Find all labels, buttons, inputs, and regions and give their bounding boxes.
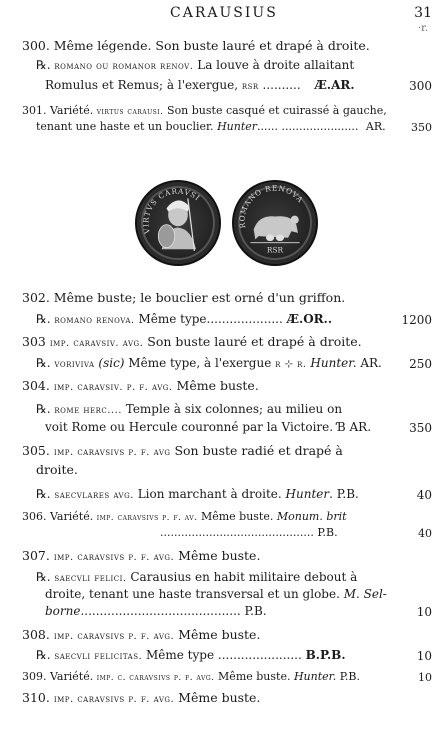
entry-301-price: 350 bbox=[411, 121, 432, 134]
legend: imp. caravsivs p. f. avg. bbox=[53, 552, 175, 563]
text: Même buste. bbox=[174, 690, 261, 705]
metal: P.B. bbox=[336, 670, 360, 683]
entry-307-line-3 bbox=[45, 587, 387, 601]
reverse-text: La louve à droite allaitant bbox=[193, 58, 355, 72]
text: 305. bbox=[22, 443, 54, 458]
leader-dots: ...... ...................... bbox=[257, 120, 359, 133]
metal: Ɓ AR. bbox=[333, 420, 372, 434]
obverse-legend: VIRTVS CARAVSI bbox=[141, 186, 203, 235]
metal: AR. bbox=[365, 120, 386, 133]
page-title: CARAUSIUS bbox=[170, 5, 278, 21]
entry-305-reverse bbox=[36, 487, 359, 501]
entry-305-line-1 bbox=[22, 443, 343, 458]
metal: . P.B. bbox=[329, 487, 359, 501]
entry-303-reverse bbox=[36, 356, 382, 370]
entry-304-line-3 bbox=[45, 420, 371, 434]
reference: Hunter. bbox=[306, 356, 357, 370]
reference: Hunter bbox=[285, 487, 330, 501]
entry-310-line-1 bbox=[22, 690, 260, 705]
entry-306-price: 40 bbox=[418, 527, 432, 540]
reference: M. Sel- bbox=[343, 587, 387, 601]
reverse-text: Même type, à l'exergue bbox=[124, 356, 276, 370]
text: voit Rome ou Hercule couronné par la Victoire. bbox=[45, 420, 334, 434]
entry-308-reverse bbox=[36, 648, 346, 662]
reverse-text: Carausius en habit militaire debout à bbox=[126, 570, 358, 584]
text: 309. Variété. bbox=[22, 670, 97, 683]
reverse-symbol: ℞. bbox=[36, 570, 51, 584]
entry-307-reverse bbox=[36, 570, 357, 584]
reference: Hunter bbox=[217, 120, 258, 133]
text: droite, tenant une haste transversal et un globe. bbox=[45, 587, 344, 601]
sic-note: (sic) bbox=[94, 356, 125, 370]
reverse-legend: romano ou romanor renov. bbox=[54, 61, 194, 72]
entry-300-line-1: 300. Même légende. Son buste lauré et drapé à droite. bbox=[22, 38, 370, 53]
legend: imp. caravsivs p. f. av. bbox=[96, 513, 198, 523]
entry-302-price: 1200 bbox=[401, 313, 432, 327]
reverse-symbol: ℞. bbox=[36, 356, 51, 370]
legend: imp. caravsivs p. f. avg. bbox=[53, 694, 175, 705]
entry-304-line-1 bbox=[22, 378, 259, 393]
metal: AR. bbox=[356, 356, 382, 370]
coin-obverse-drawing bbox=[137, 182, 219, 264]
text: 306. Variété. bbox=[22, 510, 97, 523]
text: Même buste. bbox=[197, 510, 277, 523]
metal: Æ.OR.. bbox=[286, 312, 332, 326]
reverse-legend: voriviva bbox=[54, 359, 95, 370]
legend: imp. caravsiv. avg. bbox=[49, 338, 144, 349]
coin-obverse-image bbox=[135, 180, 221, 266]
reverse-symbol: ℞. bbox=[36, 648, 51, 662]
coin-reverse-drawing bbox=[234, 182, 316, 264]
entry-300-line-3 bbox=[45, 78, 355, 92]
reverse-legend: romano renova. bbox=[54, 315, 135, 326]
reference: Monum. brit bbox=[276, 510, 347, 523]
legend: imp. caravsiv. p. f. avg. bbox=[53, 382, 173, 393]
metal: Æ.AR. bbox=[314, 78, 355, 92]
reverse-text: Même type ...................... bbox=[142, 648, 302, 662]
leader-dots: .......... bbox=[258, 78, 301, 92]
entry-303-price: 250 bbox=[409, 357, 432, 371]
reverse-symbol: ℞. bbox=[36, 402, 51, 416]
exergue: rsr bbox=[241, 81, 259, 92]
entry-307-line-1 bbox=[22, 548, 260, 563]
entry-301-line-1 bbox=[22, 104, 387, 117]
reverse-legend: saecvli felicitas. bbox=[54, 651, 143, 662]
legend: virtus carausi. bbox=[96, 107, 164, 117]
leader-dots: .......................................... bbox=[80, 604, 241, 618]
text: Même buste. bbox=[174, 548, 261, 563]
text: Même buste. bbox=[172, 378, 259, 393]
reverse-legend: saecvlares avg. bbox=[54, 490, 134, 501]
text: Romulus et Remus; à l'exergue, bbox=[45, 78, 242, 92]
entry-302-reverse bbox=[36, 312, 332, 326]
text: Son buste radié et drapé à bbox=[170, 443, 343, 458]
entry-304-price: 350 bbox=[409, 421, 432, 435]
leader-dots: ............................................ bbox=[160, 526, 314, 539]
exergue: r ⊹ r. bbox=[275, 359, 307, 370]
text: Son buste casqué et cuirassé à gauche, bbox=[163, 104, 387, 117]
reverse-legend-coin: ROMANO RENOVA bbox=[237, 183, 306, 229]
reverse-symbol: ℞. bbox=[36, 58, 51, 72]
coin-reverse-image bbox=[232, 180, 318, 266]
legend: imp. caravsivs p. f. avg. bbox=[53, 631, 175, 642]
entry-307-price: 10 bbox=[416, 605, 432, 619]
entry-306-line-1 bbox=[22, 510, 347, 523]
text: 303 bbox=[22, 334, 50, 349]
legend: imp. caravsivs p. f. avg bbox=[53, 447, 171, 458]
metal: P.B. bbox=[240, 604, 267, 618]
text: 310. bbox=[22, 690, 54, 705]
metal: P.B. bbox=[313, 526, 338, 539]
page-mark: ·r. bbox=[417, 23, 428, 34]
metal: B.P.B. bbox=[305, 648, 346, 662]
entry-300-price: 300 bbox=[409, 79, 432, 93]
reverse-text: Lion marchant à droite. bbox=[133, 487, 286, 501]
entry-309-line-1 bbox=[22, 670, 360, 683]
page-number: 31 bbox=[414, 5, 432, 21]
entry-303-line-1 bbox=[22, 334, 362, 349]
text: 304. bbox=[22, 378, 54, 393]
reverse-symbol: ℞. bbox=[36, 487, 51, 501]
text: 308. bbox=[22, 627, 54, 642]
reverse-symbol: ℞. bbox=[36, 312, 51, 326]
entry-308-price: 10 bbox=[416, 649, 432, 663]
reverse-legend: saecvli felici. bbox=[54, 573, 127, 584]
entry-307-line-4 bbox=[45, 604, 267, 618]
entry-300-reverse bbox=[36, 58, 354, 72]
text: 307. bbox=[22, 548, 54, 563]
reference: Hunter. bbox=[293, 670, 337, 683]
entry-305-price: 40 bbox=[416, 488, 432, 502]
legend: imp. c. caravsivs p. f. avg. bbox=[96, 673, 215, 683]
entry-304-reverse bbox=[36, 402, 342, 416]
text: tenant une haste et un bouclier. bbox=[36, 120, 218, 133]
text: Même buste. bbox=[174, 627, 261, 642]
text: Même buste. bbox=[214, 670, 294, 683]
entry-301-line-2 bbox=[36, 120, 386, 133]
entry-305-line-2: droite. bbox=[36, 462, 78, 477]
entry-302-line-1: 302. Même buste; le bouclier est orné d'un griffon. bbox=[22, 290, 346, 305]
reverse-exergue: RSR bbox=[266, 245, 284, 255]
entry-309-price: 10 bbox=[418, 671, 432, 684]
reverse-text: Temple à six colonnes; au milieu on bbox=[121, 402, 343, 416]
reference: borne bbox=[45, 604, 81, 618]
entry-306-line-2 bbox=[160, 526, 338, 539]
text: 301. Variété. bbox=[22, 104, 97, 117]
text: Son buste lauré et drapé à droite. bbox=[143, 334, 362, 349]
reverse-legend: rome herc.... bbox=[54, 405, 122, 416]
entry-308-line-1 bbox=[22, 627, 260, 642]
reverse-text: Même type.................... bbox=[134, 312, 283, 326]
